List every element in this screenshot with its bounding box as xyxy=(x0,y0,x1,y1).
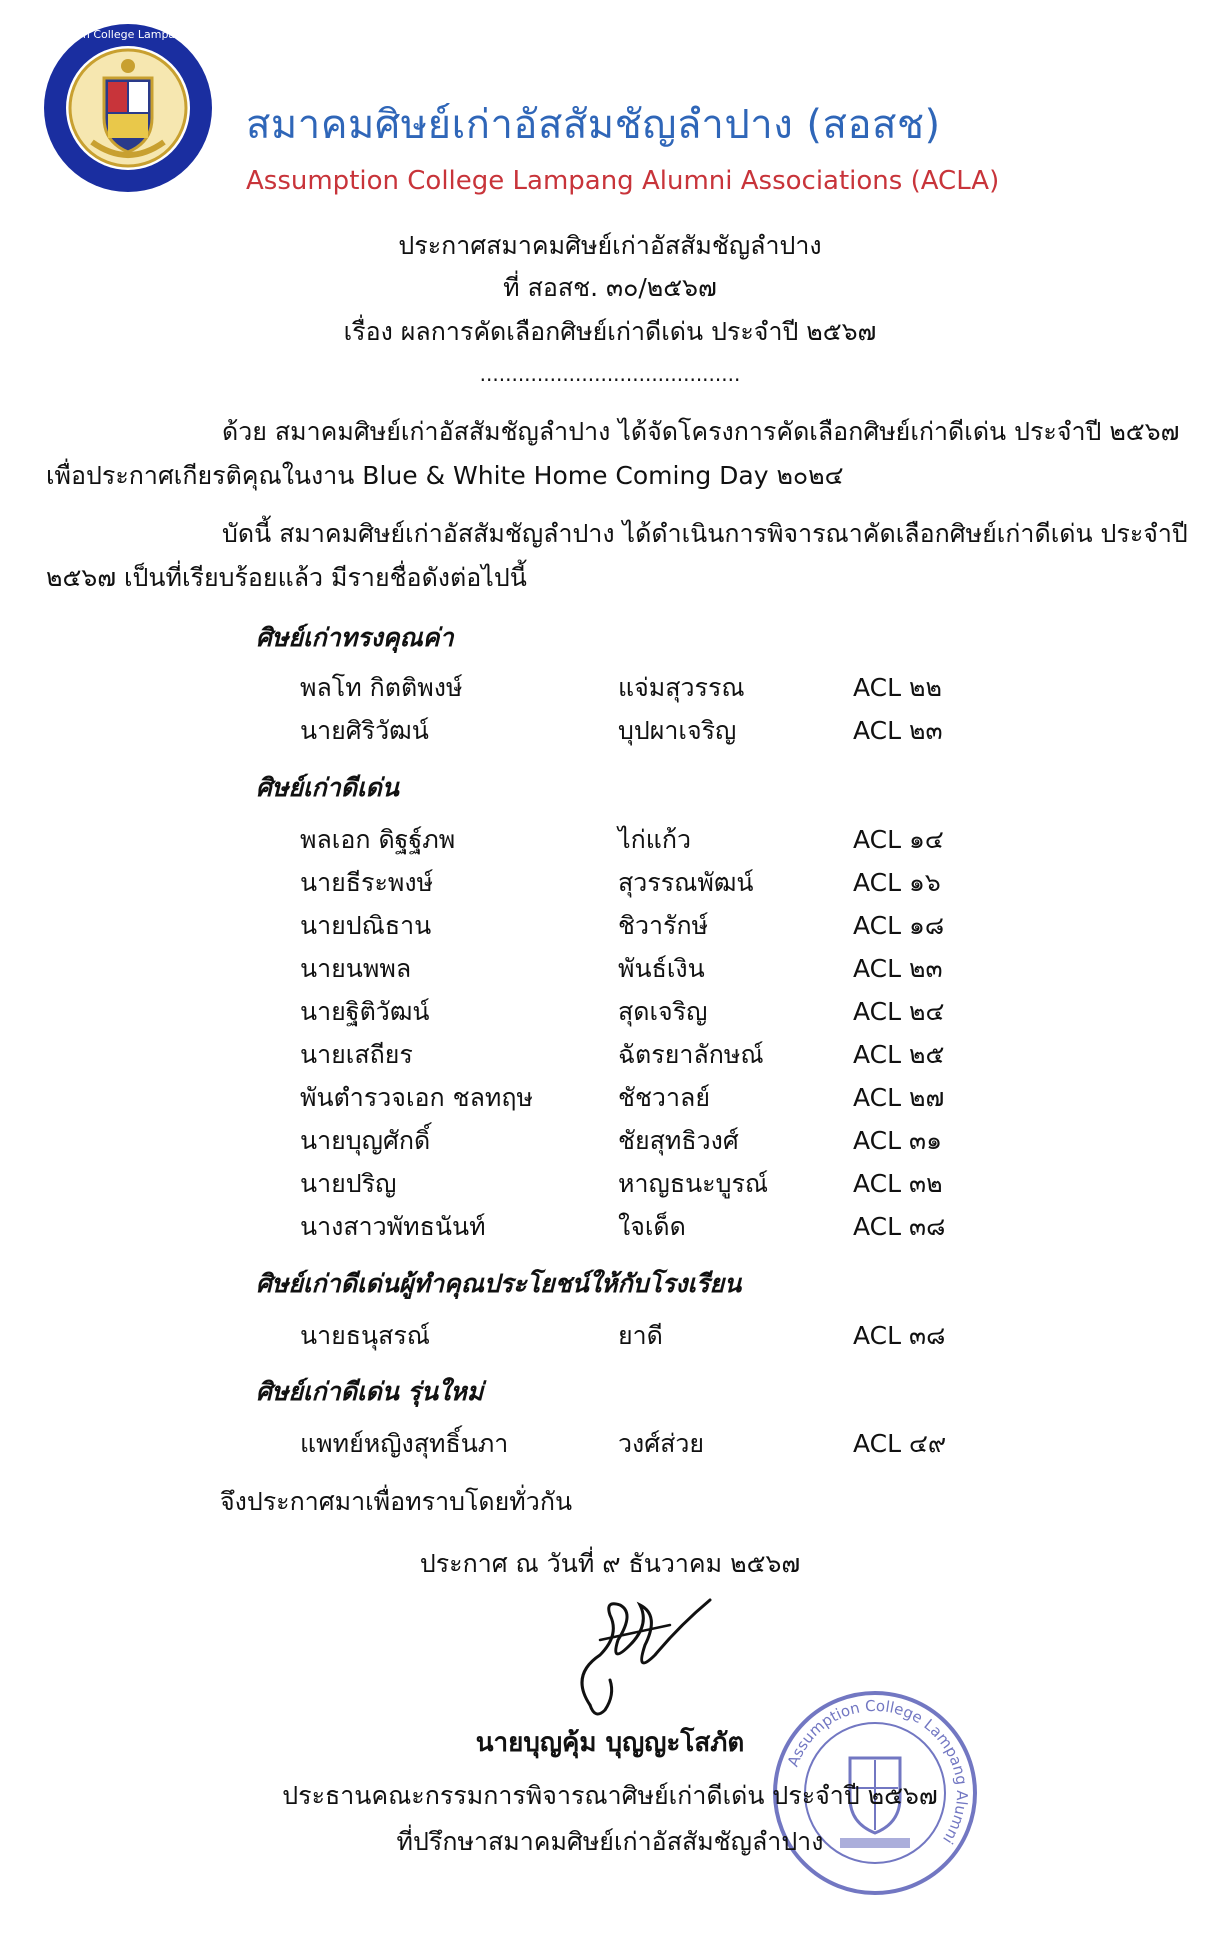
section-heading: ศิษย์เก่าดีเด่น xyxy=(256,773,399,802)
handwritten-signature xyxy=(560,1585,720,1725)
signer-role-2: ที่ปรึกษาสมาคมศิษย์เก่าอัสสัมชัญลำปาง xyxy=(396,1827,824,1856)
announcement-title: ประกาศสมาคมศิษย์เก่าอัสสัมชัญลำปาง xyxy=(398,231,822,260)
member-first-name: นายศิริวัฒน์ xyxy=(300,716,429,745)
member-last-name: แจ่มสุวรรณ xyxy=(618,673,745,702)
member-first-name: นายปริญ xyxy=(300,1169,397,1198)
member-generation: ACL ๑๔ xyxy=(853,825,944,854)
signer-role-1: ประธานคณะกรรมการพิจารณาศิษย์เก่าดีเด่น ประจำปี ๒๕๖๗ xyxy=(282,1781,938,1810)
member-generation: ACL ๒๔ xyxy=(853,997,945,1026)
member-generation: ACL ๓๒ xyxy=(853,1169,943,1198)
member-generation: ACL ๓๘ xyxy=(853,1212,946,1241)
member-generation: ACL ๓๑ xyxy=(853,1126,942,1155)
member-last-name: พันธ์เงิน xyxy=(618,954,705,983)
member-last-name: ยาดี xyxy=(618,1321,663,1350)
member-generation: ACL ๑๖ xyxy=(853,868,941,897)
reference-number: ที่ สอสช. ๓๐/๒๕๖๗ xyxy=(503,273,717,302)
member-last-name: ชิวารักษ์ xyxy=(618,911,709,940)
closing-line: จึงประกาศมาเพื่อทราบโดยทั่วกัน xyxy=(220,1487,573,1516)
paragraph-2 xyxy=(46,512,1188,600)
member-last-name: ฉัตรยาลักษณ์ xyxy=(618,1040,764,1069)
member-last-name: ชัชวาลย์ xyxy=(618,1083,710,1112)
member-first-name: นายนพพล xyxy=(300,954,412,983)
member-last-name: บุปผาเจริญ xyxy=(618,716,737,745)
subject-line: เรื่อง ผลการคัดเลือกศิษย์เก่าดีเด่น ประจำปี ๒๕๖๗ xyxy=(343,317,877,346)
stamp-text: Assumption College Lampang Alumni xyxy=(783,1696,972,1848)
signer-name: นายบุญคุ้ม บุญญะโสภัต xyxy=(475,1728,745,1758)
member-first-name: นายเสถียร xyxy=(300,1040,413,1069)
member-first-name: นายปณิธาน xyxy=(300,911,432,940)
member-last-name: หาญธนะบูรณ์ xyxy=(618,1169,769,1198)
member-generation: ACL ๒๓ xyxy=(853,954,943,983)
member-first-name: นายธีระพงษ์ xyxy=(300,868,434,897)
member-first-name: แพทย์หญิงสุทธิ์นภา xyxy=(300,1429,509,1458)
member-generation: ACL ๔๙ xyxy=(853,1429,947,1458)
member-first-name: นายบุญศักดิ์ xyxy=(300,1126,431,1155)
member-generation: ACL ๓๘ xyxy=(853,1321,946,1350)
logo-text: Assumption College Lampang Alumni xyxy=(25,28,231,41)
member-last-name: สุวรรณพัฒน์ xyxy=(618,868,754,897)
org-name-thai: สมาคมศิษย์เก่าอัสสัมชัญลำปาง (สอสช) xyxy=(246,102,941,148)
member-generation: ACL ๒๕ xyxy=(853,1040,945,1069)
section-heading: ศิษย์เก่าดีเด่น รุ่นใหม่ xyxy=(256,1377,484,1406)
separator-dots: ......................................... xyxy=(479,362,741,386)
org-name-english: Assumption College Lampang Alumni Associations (ACLA) xyxy=(246,166,1000,196)
member-first-name: พันตำรวจเอก ชลทฤษ xyxy=(300,1083,533,1112)
member-first-name: นายธนุสรณ์ xyxy=(300,1321,431,1350)
member-last-name: ชัยสุทธิวงศ์ xyxy=(618,1126,739,1155)
paragraph-1-line-1: ด้วย สมาคมศิษย์เก่าอัสสัมชัญลำปาง ได้จัดโครงการคัดเลือกศิษย์เก่าดีเด่น ประจำปี ๒๕๖๗ xyxy=(222,417,1180,446)
member-first-name: พลโท กิตติพงษ์ xyxy=(300,673,463,702)
member-last-name: สุดเจริญ xyxy=(618,997,708,1026)
member-first-name: นายฐิติวัฒน์ xyxy=(300,997,430,1026)
member-generation: ACL ๒๒ xyxy=(853,673,942,702)
member-last-name: ไก่แก้ว xyxy=(618,825,691,854)
paragraph-2-line-2: ๒๕๖๗ เป็นที่เรียบร้อยแล้ว มีรายชื่อดังต่อไปนี้ xyxy=(46,563,527,592)
member-generation: ACL ๑๘ xyxy=(853,911,945,940)
member-last-name: วงศ์ส่วย xyxy=(618,1429,705,1458)
member-generation: ACL ๒๗ xyxy=(853,1083,945,1112)
paragraph-2-line-1: บัดนี้ สมาคมศิษย์เก่าอัสสัมชัญลำปาง ได้ดำเนินการพิจารณาคัดเลือกศิษย์เก่าดีเด่น ประจำปี xyxy=(222,519,1188,548)
association-logo xyxy=(25,22,231,194)
paragraph-1-line-2: เพื่อประกาศเกียรติคุณในงาน Blue & White Home Coming Day ๒๐๒๔ xyxy=(46,461,844,490)
paragraph-1 xyxy=(46,410,1180,498)
member-last-name: ใจเด็ด xyxy=(618,1212,686,1241)
member-first-name: นางสาวพัทธนันท์ xyxy=(300,1212,486,1241)
announcement-date: ประกาศ ณ วันที่ ๙ ธันวาคม ๒๕๖๗ xyxy=(419,1549,801,1578)
member-first-name: พลเอก ดิฐฐ์ภพ xyxy=(300,825,456,854)
section-heading: ศิษย์เก่าทรงคุณค่า xyxy=(256,623,454,652)
member-generation: ACL ๒๓ xyxy=(853,716,943,745)
section-heading: ศิษย์เก่าดีเด่นผู้ทำคุณประโยชน์ให้กับโรงเรียน xyxy=(256,1269,742,1298)
